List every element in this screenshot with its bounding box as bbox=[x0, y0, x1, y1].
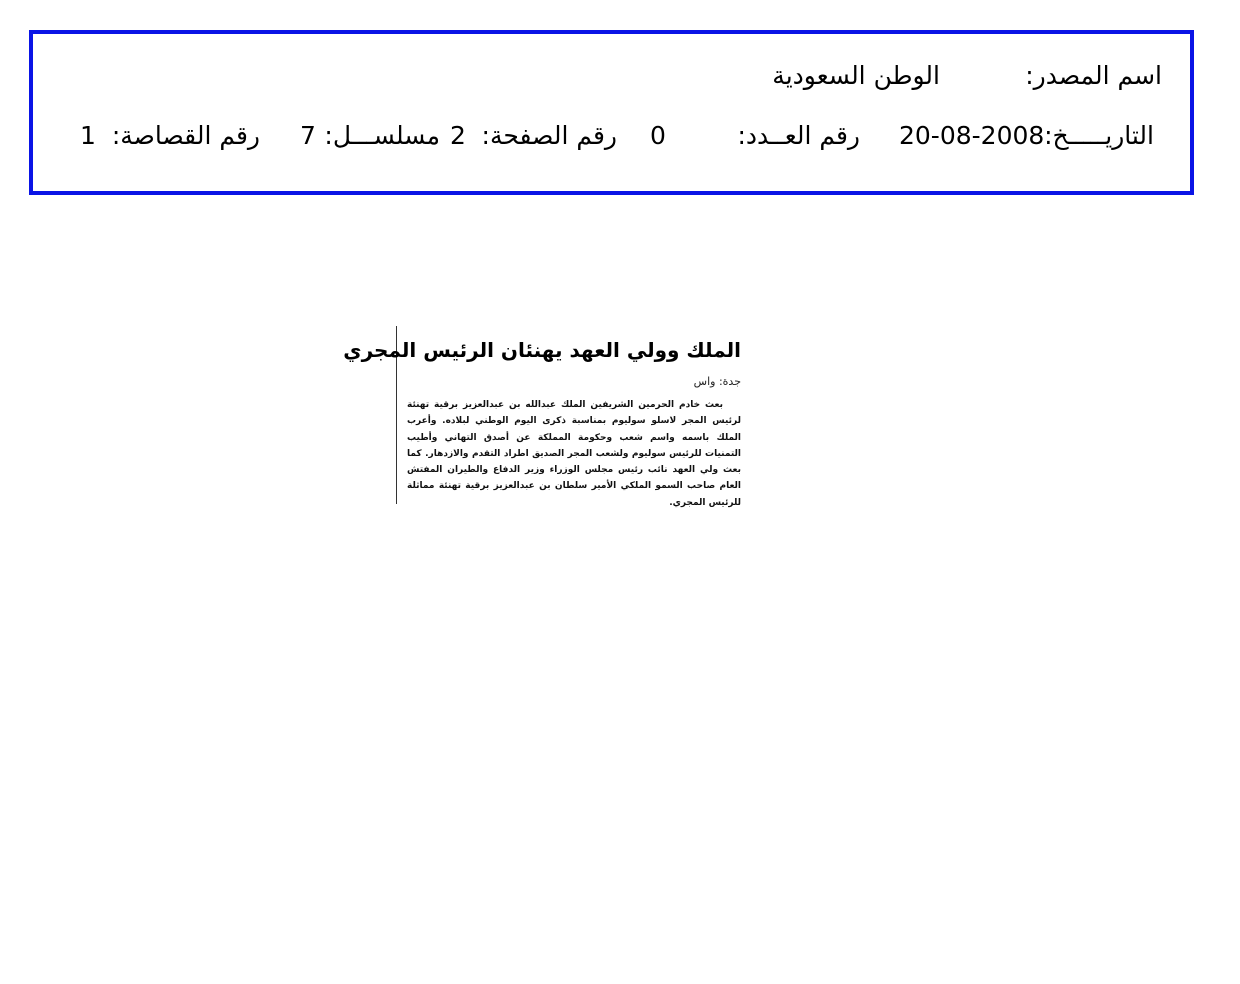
issue-value: 0 bbox=[650, 121, 666, 150]
news-clipping bbox=[343, 326, 745, 508]
page-label: رقم الصفحة: bbox=[481, 121, 617, 150]
article-headline: الملك وولي العهد يهنئان الرئيس المجري bbox=[343, 338, 741, 362]
issue-label: رقم العــدد: bbox=[737, 121, 860, 150]
date-value: 20-08-2008 bbox=[899, 121, 1045, 150]
clip-label: رقم القصاصة: bbox=[111, 121, 260, 150]
serial-value: 7 bbox=[300, 121, 316, 150]
metadata-frame bbox=[29, 30, 1194, 195]
date-label: التاريـــــخ: bbox=[1044, 121, 1154, 150]
source-value: الوطن السعودية bbox=[772, 61, 940, 90]
serial-label: مسلســـل: bbox=[324, 121, 440, 150]
article-dateline: جدة: واس bbox=[693, 375, 741, 388]
source-label: اسم المصدر: bbox=[1025, 61, 1162, 90]
article-body: بعث خادم الحرمين الشريفين الملك عبدالله بن عبدالعزيز برقية تهنئة لرئيس المجر لاسلو سوليوم بمناسبة ذكرى اليوم الوطني لبلاده. وأعرب الملك باسمه واسم شعب وحكومة المملكة عن أصدق التهاني وأطيب التمنيات للرئيس سوليوم ولشعب المجر الصديق اطراد التقدم والازدهار. كما بعث ولي العهد نائب رئيس مجلس الوزراء وزير الدفاع والطيران المفتش العام صاحب السمو الملكي الأمير سلطان بن عبدالعزيز برقية تهنئة مماثلة للرئيس المجري. bbox=[407, 400, 741, 508]
clip-value: 1 bbox=[80, 121, 96, 150]
page-value: 2 bbox=[450, 121, 466, 150]
